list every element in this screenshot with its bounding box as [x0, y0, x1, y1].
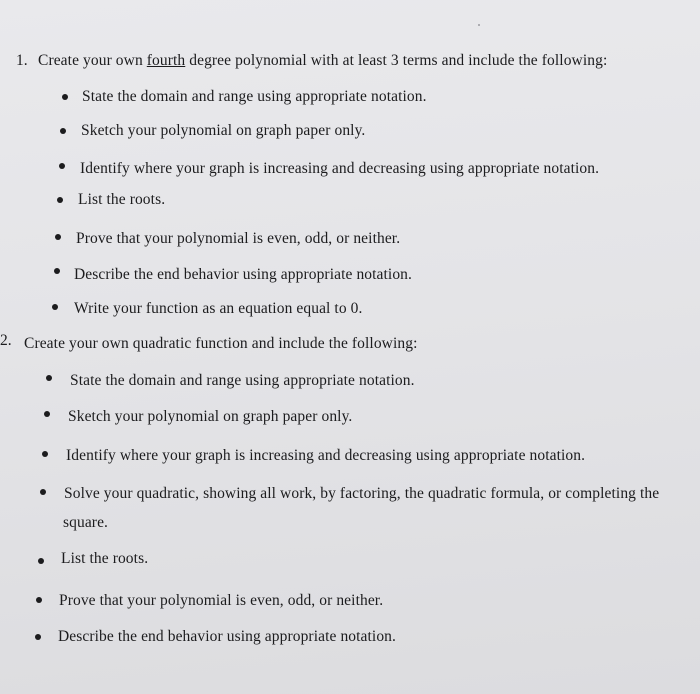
question-1-emphasis: fourth: [146, 52, 186, 69]
bullet-icon: [52, 304, 58, 310]
q1-item-4: List the roots.: [78, 191, 166, 208]
question-1-number: 1.: [16, 52, 28, 69]
paper-speck: [478, 24, 480, 26]
bullet-icon: [62, 94, 68, 100]
question-2-prompt: Create your own quadratic function and include the following:: [24, 335, 418, 352]
q1-item-1: State the domain and range using appropriate notation.: [82, 88, 427, 105]
q1-item-3: Identify where your graph is increasing and decreasing using appropriate notation.: [80, 160, 600, 177]
question-2-number: 2.: [0, 332, 12, 349]
bullet-icon: [59, 163, 65, 169]
question-1-prompt: [38, 52, 607, 70]
q2-item-7: Describe the end behavior using appropriate notation.: [58, 628, 397, 645]
q2-item-6: Prove that your polynomial is even, odd, or neither.: [59, 592, 384, 609]
bullet-icon: [38, 558, 44, 564]
q2-item-4-continued: square.: [63, 514, 109, 531]
bullet-icon: [46, 375, 52, 381]
q1-item-5: Prove that your polynomial is even, odd, or neither.: [76, 230, 401, 247]
bullet-icon: [57, 197, 63, 203]
question-1-prefix: Create your own: [38, 52, 147, 69]
q1-item-7: Write your function as an equation equal to 0.: [74, 300, 363, 317]
q1-item-2: Sketch your polynomial on graph paper only.: [81, 122, 366, 139]
bullet-icon: [40, 489, 46, 495]
bullet-icon: [54, 268, 60, 274]
q2-item-4: Solve your quadratic, showing all work, by factoring, the quadratic formula, or completing the: [64, 485, 660, 502]
bullet-icon: [42, 451, 48, 457]
bullet-icon: [60, 128, 66, 134]
q2-item-2: Sketch your polynomial on graph paper only.: [68, 408, 353, 425]
bullet-icon: [36, 597, 42, 603]
q2-item-1: State the domain and range using appropriate notation.: [70, 372, 415, 389]
q1-item-6: Describe the end behavior using appropriate notation.: [74, 266, 413, 283]
bullet-icon: [55, 234, 61, 240]
bullet-icon: [44, 411, 50, 417]
q2-item-5: List the roots.: [61, 550, 149, 567]
bullet-icon: [35, 634, 41, 640]
q2-item-3: Identify where your graph is increasing and decreasing using appropriate notation.: [66, 447, 586, 464]
question-1-suffix: degree polynomial with at least 3 terms and include the following:: [185, 52, 608, 69]
